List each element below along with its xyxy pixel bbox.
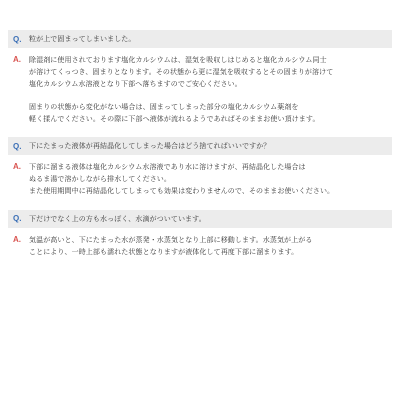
question-text: 下にたまった液体が再結晶化してしまった場合はどう捨てればいいですか？ — [29, 142, 271, 151]
answer-line: 下部に溜まる液体は塩化カルシウム水溶液であり水に溶けますが、再結晶化した場合は — [29, 163, 306, 172]
answer-line: 軽く揉んでください。その際に下部へ液体が流れるようであればそのままお使い頂けます。 — [29, 114, 320, 123]
answer-mark: A. — [13, 234, 21, 244]
question-row — [8, 210, 392, 228]
faq-list — [8, 30, 392, 270]
question-text: 粒が上で固まってしまいました。 — [29, 35, 136, 43]
answer-paragraph-gap — [29, 91, 392, 101]
answer-body — [29, 161, 392, 198]
question-row — [8, 30, 392, 48]
answer-body — [29, 234, 392, 258]
question-text: 下だけでなく上の方も水っぽく、水滴がついています。 — [29, 214, 206, 223]
answer-line: 固まりの状態から変化がない場合は、固まってしまった部分の塩化カルシウム薬剤を — [29, 102, 299, 111]
answer-line: ぬるま湯で溶かしながら排水してください。 — [29, 175, 171, 184]
answer-mark: A. — [13, 55, 21, 64]
faq-item — [8, 137, 392, 198]
faq-item — [8, 30, 392, 125]
answer-line: が溶けてくっつき、固まりとなります。その状態から更に湿気を吸収するとその固まりが溶けて — [29, 68, 334, 77]
question-row — [8, 137, 392, 155]
answer-line: 除湿剤に使用されております塩化カルシウムは、湿気を吸収しはじめると塩化カルシウム同士 — [29, 56, 327, 64]
answer-row — [8, 155, 392, 198]
answer-line: 気温が高いと、下にたまった水が蒸発・水蒸気となり上部に移動します。水蒸気が上がる — [29, 235, 313, 244]
question-mark: Q. — [13, 34, 22, 44]
answer-mark: A. — [13, 162, 21, 172]
answer-row — [8, 48, 392, 125]
answer-row — [8, 228, 392, 258]
answer-body — [29, 54, 392, 125]
faq-item — [8, 210, 392, 258]
answer-line: また使用期間中に再結晶化してしまっても効果は変わりませんので、そのままお使いください。 — [29, 187, 335, 196]
question-mark: Q. — [13, 214, 22, 224]
answer-line: 塩化カルシウム水溶液となり下部へ落ちますのでご安心ください。 — [29, 80, 242, 89]
answer-line: ことにより、一時上部も濡れた状態となりますが液体化して再度下部に溜まります。 — [29, 247, 299, 256]
question-mark: Q. — [13, 141, 22, 151]
